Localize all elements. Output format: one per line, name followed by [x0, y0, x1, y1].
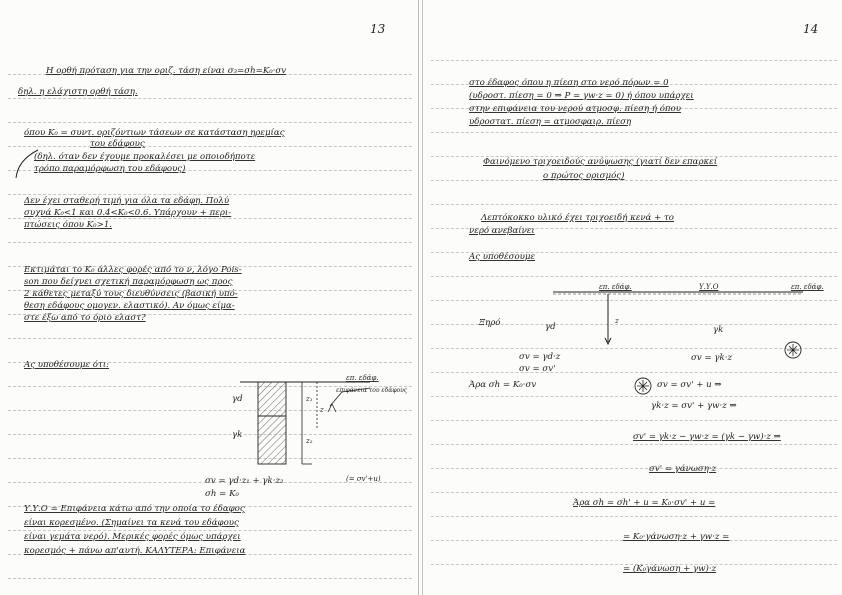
water-table-figure [553, 276, 813, 356]
figure-label: z₁ [306, 395, 313, 403]
text-line: Υ.Υ.Ο = Επιφάνεια κάτω από την οποία το έδαφος [24, 504, 245, 514]
equation: σv = σv' [519, 364, 556, 374]
equation: σv = γd·z₁ + γk·z₂ [205, 476, 284, 486]
text-line: όπου Κ₀ = συντ. οριζόντιων τάσεων σε κατάσταση ηρεμίας [24, 128, 285, 138]
page-number: 14 [803, 22, 819, 36]
left-page [0, 0, 419, 595]
equation: σv = γk·z [691, 353, 732, 363]
figure-label: γk [713, 325, 724, 335]
text-line: στε έξω από το όριο ελαστ? [24, 313, 146, 323]
text-line: νερό ανεβαίνει [469, 226, 535, 236]
text-line: Ας υποθέσουμε [469, 252, 536, 262]
figure-label: Ξηρό [479, 318, 501, 328]
equation: (= σv'+u) [346, 475, 381, 483]
text-line: (δηλ. όταν δεν έχουμε προκαλέσει με οποιοδήποτε [34, 152, 256, 162]
figure-label: z₂ [306, 437, 313, 445]
equation: σv = γd·z [519, 352, 561, 362]
equation: = (Κ₀γάνωση + γw)·z [623, 564, 717, 574]
equation: Άρα σh = σh' + u = Κ₀·σv' + u = [573, 498, 716, 508]
right-page [422, 0, 842, 595]
figure-label: επ. εδάφ. [791, 283, 824, 291]
text-line: 2 κάθετες μεταξύ τους διευθύνσεις (βασική υπό- [24, 289, 238, 299]
text-line: τρόπο παραμόρφωση του εδάφους) [34, 164, 186, 174]
figure-label: επ. εδάφ. [346, 374, 379, 382]
text-line: του εδάφους [90, 139, 145, 149]
asterisk-mark [633, 376, 653, 396]
text-line: υδροστατ. πίεση = ατμοσφαιρ. πίεση [469, 117, 632, 127]
equation: σv' = γk·z − γw·z = (γk − γw)·z ⇒ [633, 432, 781, 442]
text-line: είναι κορεσμένο. (Σημαίνει τα κενά του εδάφους [24, 518, 239, 528]
equation: = Κ₀·γάνωση·z + γw·z = [623, 532, 730, 542]
asterisk-mark [783, 340, 803, 360]
text-line: Εκτιμάται το Κ₀ άλλες φορές από το ν, λόγο Pois- [24, 265, 242, 275]
text-line: πτώσεις όπου Κ₀>1. [24, 220, 113, 230]
equation: σv = σv' + u ⇒ [657, 380, 722, 390]
figure-note: επιφάνεια του εδάφους [336, 387, 408, 394]
figure-label: γd [545, 322, 556, 332]
page-number: 13 [370, 22, 386, 36]
text-line: κορεσμός + πάνω απ'αυτή. ΚΑΛΥΤΕΡΑ: Επιφάνεια [24, 546, 246, 556]
figure-label: Υ.Υ.Ο [699, 283, 719, 291]
text-line: θεση εδάφους ομογεν. ελαστικό). Αν όμως είμα- [24, 301, 235, 311]
text-line: δηλ. η ελάχιστη ορθή τάση. [18, 87, 138, 97]
equation: Άρα σh = Κ₀·σv [469, 380, 537, 390]
text-line: Δεν έχει σταθερή τιμή για όλα τα εδάφη. Πολύ [24, 196, 230, 206]
text-line: son που δείχνει σχετική παραμόρφωση ως προς [24, 277, 233, 287]
text-line: Λεπτόκοκκο υλικό έχει τριχοειδή κενά + το [481, 213, 674, 223]
equation: σv' = γάνωση·z [649, 464, 717, 474]
figure-label: γk [232, 430, 243, 440]
text-line: (υδροστ. πίεση = 0 ⇒ P = γw·z = 0) ή όπου υπάρχει [469, 91, 694, 101]
equation: γk·z = σv' + γw·z ⇒ [651, 401, 737, 411]
text-line: Ας υποθέσουμε ότι: [24, 360, 109, 370]
bracket-mark [12, 148, 42, 182]
figure-label: z [615, 317, 619, 325]
text-line: συχνά Κ₀<1 και 0.4<Κ₀<0.6. Υπάρχουν + περι- [24, 208, 232, 218]
text-line: ο πρώτος ορισμός) [543, 171, 625, 181]
text-line: είναι γεμάτα νερό). Μερικές φορές όμως υπάρχει [24, 532, 241, 542]
text-line: Η ορθή πρόταση για την οριζ. τάση είναι σ₃=σh=Κ₀·σv [46, 66, 287, 76]
text-line: Φαινόμενο τριχοειδούς ανύψωσης (γιατί δεν επαρκεί [483, 157, 718, 167]
figure-label: επ. εδάφ. [599, 283, 632, 291]
equation: σh = Κ₀ [205, 489, 239, 499]
figure-label: z [320, 406, 324, 414]
text-line: στην επιφάνεια του νερού ατμοσφ. πίεση ή όπου [469, 104, 681, 114]
figure-label: γd [232, 394, 243, 404]
text-line: στο έδαφος όπου η πίεση στο νερό πόρων = 0 [469, 78, 669, 88]
